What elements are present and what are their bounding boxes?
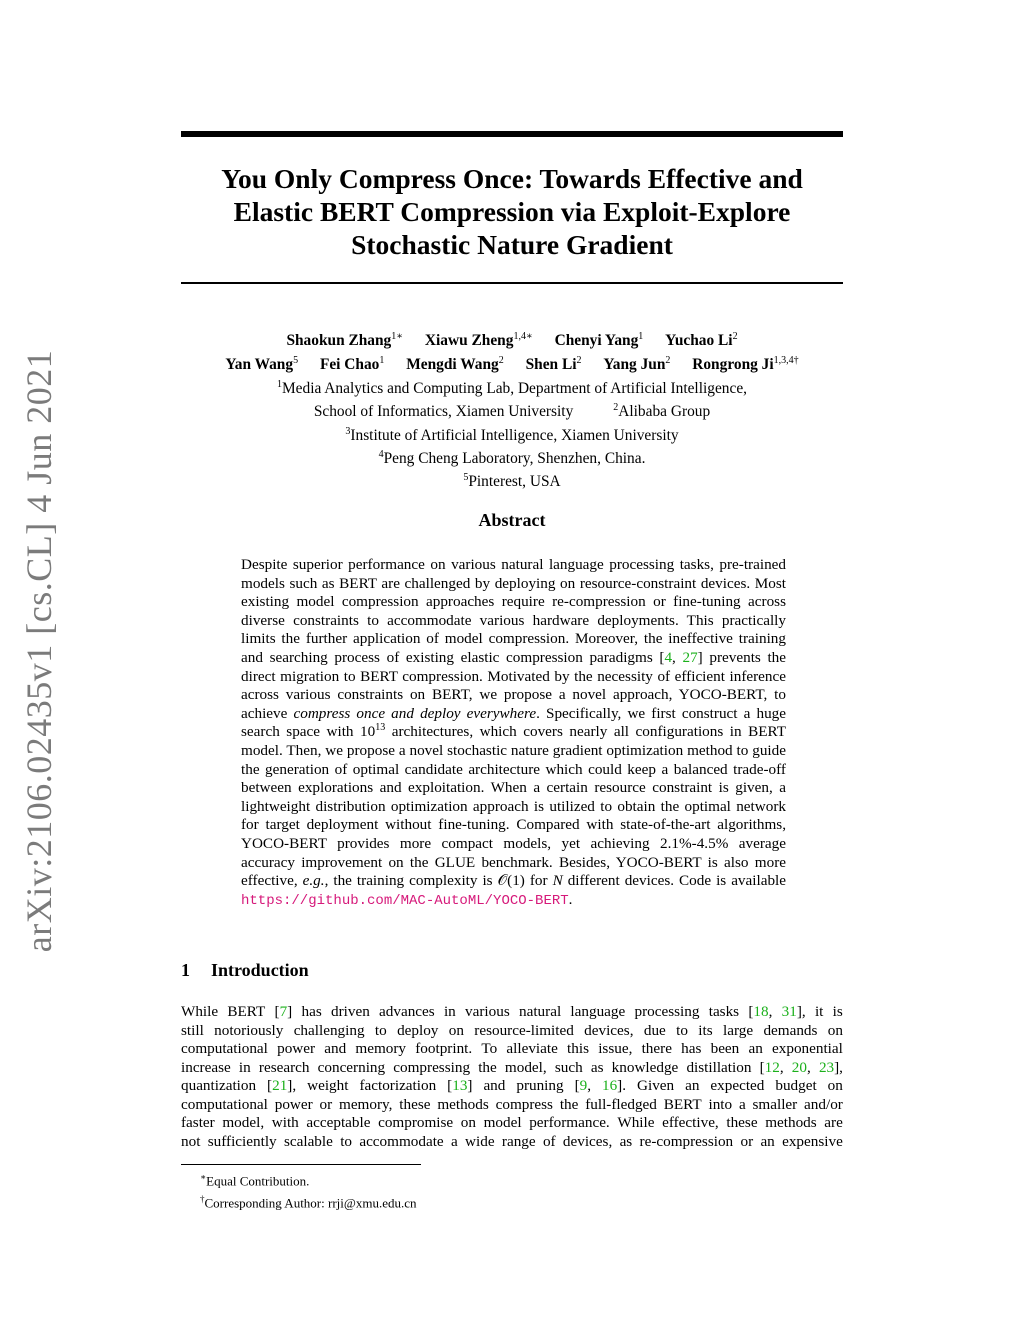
affiliation: School of Informatics, Xiamen University $^2$Alibaba Group [313, 402, 711, 421]
intro-line [181, 1022, 843, 1041]
title-line: You Only Compress Once: Towards Effective and [221, 163, 803, 194]
intro-word: concerning [317, 1058, 386, 1076]
intro-word: footprint. [415, 1040, 473, 1057]
intro-word: [9, [574, 1077, 592, 1094]
intro-word: BERT [663, 1095, 702, 1113]
citation-link[interactable]: 9 [579, 1077, 588, 1094]
intro-word: driven [330, 1003, 370, 1020]
code-url-link[interactable]: https://github.com/MAC-AutoML/YOCO-BERT [241, 892, 569, 909]
intro-word: weight [307, 1077, 349, 1094]
intro-word: 23], [818, 1058, 843, 1076]
citation-link[interactable]: 31 [781, 1003, 797, 1020]
intro-word: devices, [562, 1132, 613, 1150]
intro-word: expected [710, 1077, 765, 1094]
intro-word: research [258, 1058, 310, 1076]
intro-word: is [832, 1003, 843, 1020]
citation-link[interactable]: 21 [272, 1077, 288, 1094]
title-line: Stochastic Nature Gradient [351, 229, 673, 260]
intro-word: these [399, 1095, 431, 1113]
intro-word: quantization [181, 1077, 257, 1094]
intro-word: natural [519, 1003, 562, 1020]
intro-line [181, 1003, 843, 1022]
intro-word: on [827, 1077, 843, 1094]
intro-line [181, 1096, 843, 1115]
intro-word: acceptable [306, 1114, 371, 1131]
author: Mengdi Wang$^2$ [406, 355, 504, 374]
abstract-heading: Abstract [478, 510, 546, 530]
intro-word: as [619, 1132, 633, 1150]
intro-word: model [483, 1114, 522, 1131]
intro-word: various [465, 1003, 510, 1020]
intro-word: exponential [772, 1040, 843, 1057]
intro-word: wide [465, 1132, 495, 1150]
intro-word: methods [765, 1114, 817, 1131]
intro-word: such [554, 1058, 583, 1076]
intro-word: knowledge [611, 1058, 679, 1076]
intro-word: its [698, 1021, 713, 1039]
intro-word: sufficiently [207, 1132, 277, 1150]
intro-word: been [710, 1040, 740, 1057]
intro-line [181, 1133, 843, 1152]
intro-word: full-fledged [585, 1095, 657, 1113]
introduction-body [181, 1003, 843, 1151]
intro-word: [7] [274, 1003, 293, 1020]
intro-word: compress [495, 1095, 553, 1113]
footnote-rule [181, 1164, 421, 1165]
affiliation: $^5$Pinterest, USA [463, 471, 561, 490]
intro-word: an [685, 1077, 700, 1094]
intro-word: 16]. [601, 1077, 627, 1094]
intro-word: in [443, 1003, 456, 1020]
citation-link[interactable]: 13 [452, 1077, 468, 1094]
intro-word: to [374, 1021, 387, 1039]
intro-word: model, [222, 1114, 265, 1131]
author-line [150, 351, 874, 375]
intro-word: tasks [708, 1003, 740, 1020]
intro-word: and [324, 1040, 347, 1057]
intro-word: devices, [584, 1021, 634, 1039]
intro-word: issue, [598, 1040, 633, 1057]
intro-word: or [319, 1095, 333, 1113]
intro-word: To [481, 1040, 498, 1057]
intro-word: processing [634, 1003, 700, 1020]
intro-word: in [238, 1058, 251, 1076]
intro-word: increase [181, 1058, 231, 1076]
citation-link[interactable]: 27 [682, 648, 698, 666]
intro-line [181, 1077, 843, 1096]
intro-word: these [726, 1114, 758, 1131]
intro-word: BERT [227, 1003, 266, 1020]
intro-word: re-compression [639, 1132, 734, 1150]
intro-word: or [740, 1132, 754, 1150]
intro-word: [12, [759, 1058, 784, 1076]
citation-link[interactable]: 18 [753, 1003, 769, 1020]
paper-title [181, 162, 843, 261]
intro-word: power [277, 1040, 316, 1057]
intro-word: on [448, 1021, 464, 1039]
intro-word: power [274, 1095, 313, 1113]
intro-word: due [643, 1021, 666, 1039]
intro-word: language [570, 1003, 626, 1020]
intro-word: a [738, 1095, 746, 1113]
intro-word: of [542, 1132, 556, 1150]
author-block [150, 327, 874, 491]
intro-word: has [681, 1040, 702, 1057]
intro-word: compromise [378, 1114, 454, 1131]
citation-link[interactable]: 20 [791, 1058, 807, 1076]
intro-word: expensive [782, 1132, 843, 1150]
author: Yuchao Li$^2$ [665, 331, 738, 350]
author: Shen Li$^2$ [525, 355, 582, 374]
intro-word: advances [379, 1003, 435, 1020]
affiliation: $^3$Institute of Artificial Intelligence, Xiamen University [345, 425, 679, 444]
intro-word: effective, [662, 1114, 719, 1131]
intro-word: a [450, 1132, 458, 1150]
intro-word: [18, [748, 1003, 773, 1020]
intro-word: demands [763, 1021, 818, 1039]
footnote: ∗Equal Contribution. [200, 1172, 310, 1189]
author: Yan Wang$^5$ [225, 355, 299, 374]
intro-word: alleviate [506, 1040, 558, 1057]
intro-word: range [501, 1132, 536, 1150]
intro-word: computational [181, 1040, 268, 1057]
intro-word: with [271, 1114, 299, 1131]
intro-word: are [824, 1114, 843, 1131]
author: Chenyi Yang$^1$ [554, 331, 644, 350]
author: Yang Jun$^2$ [603, 355, 671, 374]
intro-word: deploy [397, 1021, 439, 1039]
intro-word: memory, [339, 1095, 393, 1113]
intro-word: on [827, 1021, 843, 1039]
intro-word: to [676, 1021, 688, 1039]
intro-word: budget [775, 1077, 817, 1094]
intro-word: to [340, 1132, 353, 1150]
intro-word: Given [637, 1077, 675, 1094]
intro-word: memory [355, 1040, 407, 1057]
intro-word: pruning [516, 1077, 564, 1094]
citation-link[interactable]: 4 [664, 648, 673, 666]
author: Rongrong $Ji^{1,3,4\dagger}$ [692, 355, 799, 374]
intro-word: the [559, 1095, 579, 1113]
title-line: Elastic BERT Compression via Exploit-Explore [233, 196, 791, 227]
author: Xiawu Zheng$^{1,4∗}$ [424, 331, 533, 350]
intro-word: 20, [791, 1058, 811, 1076]
intro-word: performance. [529, 1114, 610, 1131]
intro-word: large [723, 1021, 754, 1039]
author-line [150, 327, 874, 351]
intro-word: there [641, 1040, 672, 1057]
intro-word: an [748, 1040, 763, 1057]
intro-word: challenging [293, 1021, 365, 1039]
intro-word: compressing [393, 1058, 471, 1076]
intro-word: model, [504, 1058, 547, 1076]
intro-word: resource-limited [474, 1021, 574, 1039]
citation-link[interactable]: 12 [764, 1058, 780, 1076]
intro-word: an [760, 1132, 775, 1150]
intro-line [181, 1059, 843, 1078]
intro-word: 31], [781, 1003, 806, 1020]
intro-word: still [181, 1021, 204, 1039]
intro-word: methods [437, 1095, 489, 1113]
intro-word: has [301, 1003, 322, 1020]
intro-word: it [814, 1003, 824, 1020]
intro-word: factorization [359, 1077, 437, 1094]
intro-word: [13] [447, 1077, 473, 1094]
intro-word: the [478, 1058, 497, 1076]
intro-word: and/or [804, 1095, 843, 1113]
title-bottom-rule [181, 282, 843, 284]
intro-word: into [708, 1095, 733, 1113]
intro-word: distillation [686, 1058, 752, 1076]
affiliation: $^4$Peng Cheng Laboratory, Shenzhen, China. [378, 448, 646, 467]
intro-word: smaller [752, 1095, 798, 1113]
intro-word: not [181, 1132, 201, 1150]
intro-word: While [181, 1003, 219, 1020]
intro-word: as [590, 1058, 604, 1076]
section-heading: 1 Introduction [181, 960, 309, 980]
abstract-body: Despite superior performance on various natural language processing tasks, pre-trained models such as BERT are challenged by deploying on resource-constraint devices. Most existing model compression approaches require re-compression or fine-tuning across diverse constraints to accommodate various hardware deployments. This practically limits the further application of model compression. Moreover, the ineffective training and searching process of existing elastic compression paradigms [4, 27] prevents the direct migration to BERT compression. Motivated by the necessity of efficient inference across various constraints on BERT, we propose a novel approach, YOCO-BERT, to achieve compress once and deploy everywhere. Specifically, we first construct a huge search space with $10^{13}$ architectures, which covers nearly all configurations in BERT model. Then, we propose a novel stochastic nature gradient optimization method to guide the generation of optimal candidate architecture which could keep a balanced trade-off between explorations and exploitation. When a certain resource constraint is given, a lightweight distribution optimization approach is utilized to obtain the optimal network for target deployment without fine-tuning. Compared with state-of-the-art algorithms, YOCO-BERT provides more compact models, yet achieving 2.1%-4.5% average accuracy improvement on the GLUE benchmark. Besides, YOCO-BERT is also more effective, e.g., the training complexity is 𝒪(1) for N different devices. Code is available https://github.com/MAC-AutoML/YOCO-BERT. [241, 556, 787, 909]
footnote: †Corresponding Author: rrji@xmu.edu.cn [200, 1194, 417, 1211]
intro-word: While [617, 1114, 655, 1131]
intro-line [181, 1114, 843, 1133]
author: Shaokun Zhang$^{1∗}$ [286, 331, 404, 350]
footnotes [200, 1168, 417, 1213]
intro-word: scalable [283, 1132, 333, 1150]
title-top-rule [181, 131, 843, 137]
intro-word: this [567, 1040, 589, 1057]
intro-word: [21], [267, 1077, 297, 1094]
arxiv-id-text: arXiv:2106.02435v1 [cs.CL] 4 Jun 2021 [19, 349, 60, 953]
intro-word: and [483, 1077, 506, 1094]
intro-word: faster [181, 1114, 215, 1131]
citation-link[interactable]: 23 [818, 1058, 835, 1076]
intro-word: notoriously [214, 1021, 284, 1039]
intro-line [181, 1040, 843, 1059]
arxiv-identifier-stamp [14, 349, 64, 953]
intro-word: accommodate [359, 1132, 444, 1150]
author: Fei Chao$^1$ [319, 355, 385, 374]
citation-link[interactable]: 16 [601, 1077, 618, 1094]
intro-word: computational [181, 1095, 268, 1113]
citation-link[interactable]: 7 [279, 1003, 288, 1020]
intro-word: on [460, 1114, 476, 1131]
affiliation: $^1$Media Analytics and Computing Lab, Department of Artificial Intelligence, [276, 379, 747, 398]
